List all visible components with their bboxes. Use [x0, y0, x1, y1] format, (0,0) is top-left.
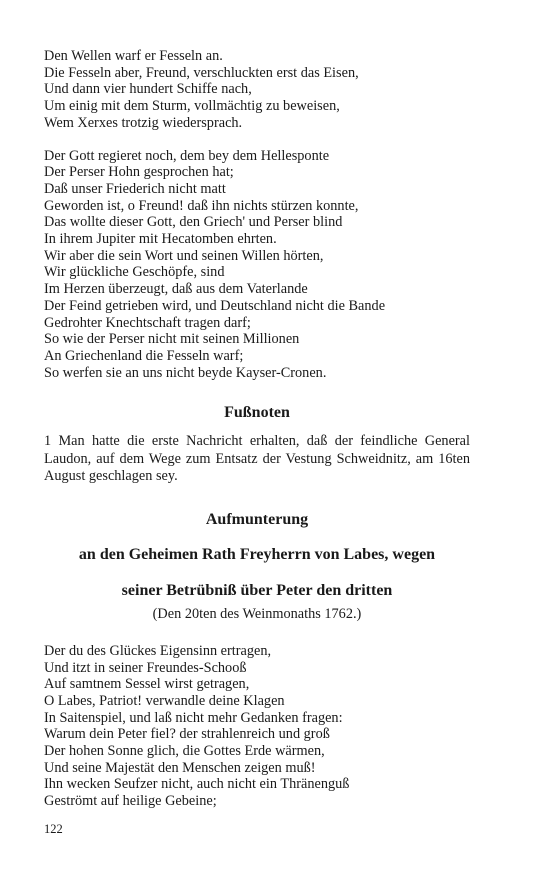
poem-title: Aufmunterung: [205, 510, 309, 528]
verse-line: Im Herzen überzeugt, daß aus dem Vaterlande: [44, 281, 308, 298]
verse-line: Der du des Glückes Eigensinn ertragen,: [44, 642, 272, 659]
stanza-gap: [44, 623, 470, 643]
verse-line: Das wollte dieser Gott, den Griech' und Perser blind: [44, 214, 343, 231]
verse-line: Der Gott regieret noch, dem bey dem Hellesponte: [44, 147, 330, 164]
verse-line: Der hohen Sonne glich, die Gottes Erde wärmen,: [44, 743, 325, 760]
verse-line: Der Perser Hohn gesprochen hat;: [44, 164, 234, 181]
footnotes-heading: Fußnoten: [224, 404, 290, 422]
page-number: 122: [44, 822, 63, 836]
stanza-gap: [44, 132, 470, 148]
verse-line: Und dann vier hundert Schiffe nach,: [44, 81, 252, 98]
verse-line: An Griechenland die Fesseln warf;: [44, 347, 244, 364]
next-poem-stanza-1: [44, 643, 470, 810]
poem-subtitle-line-2: seiner Betrübniß über Peter den dritten: [121, 581, 393, 599]
verse-line: Und itzt in seiner Freundes-Schooß: [44, 659, 247, 676]
verse-line: O Labes, Patriot! verwandle deine Klagen: [44, 692, 285, 709]
verse-line: In ihrem Jupiter mit Hecatomben ehrten.: [44, 231, 277, 248]
verse-line: Geworden ist, o Freund! daß ihn nichts stürzen konnte,: [44, 197, 359, 214]
verse-line: Die Fesseln aber, Freund, verschluckten erst das Eisen,: [44, 64, 359, 81]
verse-line: Geströmt auf heilige Gebeine;: [44, 793, 217, 810]
verse-line: Daß unser Friederich nicht matt: [44, 180, 226, 197]
verse-line: So wie der Perser nicht mit seinen Millionen: [44, 331, 300, 348]
poem-dateline: (Den 20ten des Weinmonaths 1762.): [152, 605, 362, 622]
footnote-text: 1 Man hatte die erste Nachricht erhalten, daß der feindliche General Laudon, auf dem Wege zum Entsatz der Vestung Schweidnitz, am 16ten August geschlagen sey.: [44, 433, 470, 485]
verse-line: Wir glückliche Geschöpfe, sind: [44, 264, 225, 281]
verse-line: In Saitenspiel, und laß nicht mehr Gedanken fragen:: [44, 709, 343, 726]
verse-line: Gedrohter Knechtschaft tragen darf;: [44, 314, 251, 331]
verse-line: Wem Xerxes trotzig wiedersprach.: [44, 114, 243, 131]
verse-line: Wir aber die sein Wort und seinen Willen hörten,: [44, 247, 324, 264]
page-body: [44, 48, 470, 810]
verse-line: Den Wellen warf er Fesseln an.: [44, 48, 223, 64]
verse-line: Um einig mit dem Sturm, vollmächtig zu beweisen,: [44, 98, 340, 115]
poem-subtitle-line-1: an den Geheimen Rath Freyherrn von Labes, wegen: [78, 545, 436, 563]
verse-line: Und seine Majestät den Menschen zeigen muß!: [44, 759, 316, 776]
poem-stanza-1: [44, 48, 470, 132]
verse-line: So werfen sie an uns nicht beyde Kayser-Cronen.: [44, 364, 327, 381]
verse-line: Der Feind getrieben wird, und Deutschland nicht die Bande: [44, 297, 386, 314]
poem-stanza-2: [44, 148, 470, 382]
verse-line: Ihn wecken Seufzer nicht, auch nicht ein Thränenguß: [44, 776, 350, 793]
verse-line: Auf samtnem Sessel wirst getragen,: [44, 676, 250, 693]
verse-line: Warum dein Peter fiel? der strahlenreich und groß: [44, 726, 330, 743]
